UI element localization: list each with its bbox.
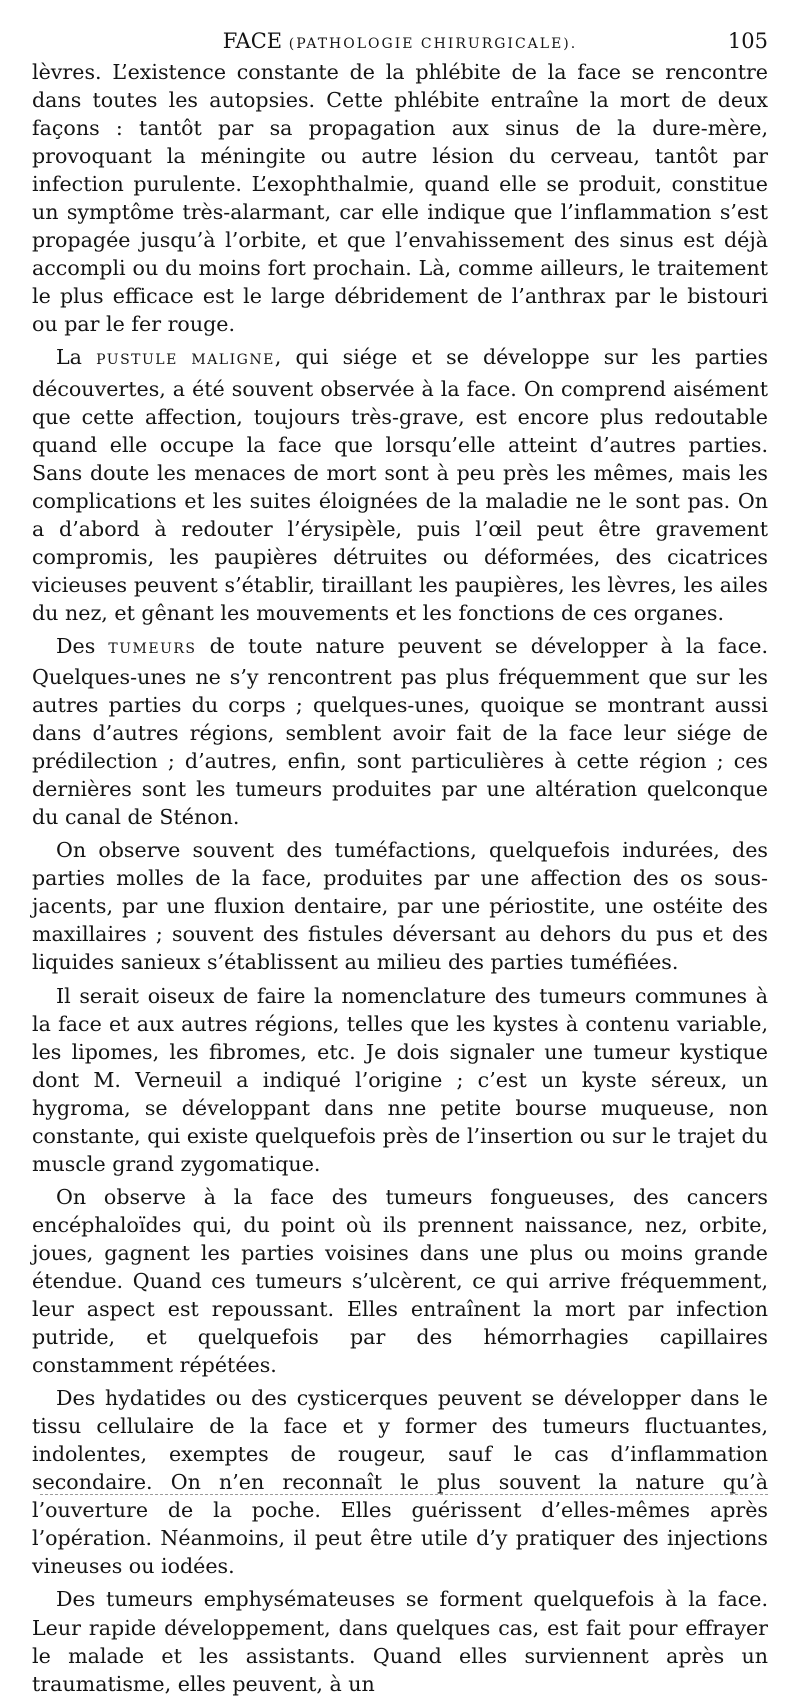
paragraph-2 bbox=[32, 343, 768, 626]
paragraph-text: On observe à la face des tumeurs fongueuses, des cancers encéphaloïdes qui, du point où ils prennent naissance, nez, orbite, joues, gagnent les parties voisines dans une plus ou moins grande étendue. Quand ces tumeurs s’ulcèrent, ce qui arrive fréquemment, leur aspect est repoussant. Elles entraînent la mort par infection putride, et quelquefois par des hémorrhagies capillaires constamment répétées. bbox=[32, 1184, 768, 1378]
term-tumeurs: TUMEURS bbox=[108, 640, 197, 657]
paragraph-text: lèvres. L’existence constante de la phlébite de la face se rencontre dans toutes les autopsies. Cette phlébite entraîne la mort de deux façons : tantôt par sa propagation aux sinus de la dure-mère, provoquant la méningite ou autre lésion du cerveau, tantôt par infection purulente. L’exophthalmie, quand elle se produit, constitue un symptôme très-alarmant, car elle indique que l’inflammation s’est propagée jusqu’à l’orbite, et que l’envahissement des sinus est déjà accompli ou du moins fort prochain. Là, comme ailleurs, le traitement le plus efficace est le large débridement de l’anthrax par le bistouri ou par le fer rouge. bbox=[32, 60, 768, 337]
paragraph-8 bbox=[32, 1585, 768, 1697]
paragraph-7 bbox=[32, 1384, 768, 1580]
paragraph-lead: Des bbox=[56, 633, 96, 658]
page-number: 105 bbox=[727, 29, 768, 53]
paragraph-4 bbox=[32, 836, 768, 976]
paragraph-text: Des tumeurs emphysémateuses se forment quelquefois à la face. Leur rapide développement, dans quelques cas, est fait pour effrayer le malade et les assistants. Quand elles surviennent après un traumatisme, elles peuvent, à un bbox=[32, 1587, 768, 1696]
paragraph-text: On observe souvent des tuméfactions, quelquefois indurées, des parties molles de la face, produites par une affection des os sous-jacents, par une fluxion dentaire, par une périostite, une ostéite des maxillaires ; souvent des fistules déversant au dehors du pus et des liquides sanieux s’établissent au milieu des parties tuméfiées. bbox=[32, 838, 768, 975]
book-page bbox=[32, 0, 769, 1696]
running-head bbox=[32, 26, 768, 56]
running-title-sub: (PATHOLOGIE CHIRURGICALE). bbox=[288, 36, 578, 52]
running-title bbox=[32, 26, 768, 59]
paragraph-text: de toute nature peuvent se développer à la face. Quelques-unes ne s’y rencontrent pas plus fréquemment que sur les autres parties du corps ; quelques-unes, quoique se montrant aussi dans d’autres régions, semblent avoir fait de la face leur siége de prédilection ; d’autres, enfin, sont particulières à cette région ; ces dernières sont les tumeurs produites par une altération quelconque du canal de Sténon. bbox=[32, 633, 768, 830]
paragraph-1 bbox=[32, 58, 768, 338]
paragraph-text: , qui siége et se développe sur les parties découvertes, a été souvent observée à la face. On comprend aisément que cette affection, toujours très-grave, est encore plus redoutable quand elle occupe la face que lorsqu’elle atteint d’autres parties. Sans doute les menaces de mort sont à peu près les mêmes, mais les complications et les suites éloignées de la maladie ne le sont pas. On a d’abord à redouter l’érysipèle, puis l’œil peut être gravement compromis, les paupières détruites ou déformées, des cicatrices vicieuses peuvent s’établir, tiraillant les paupières, les lèvres, les ailes du nez, et gênant les mouvements et les fonctions de ces organes. bbox=[32, 345, 769, 625]
paragraph-3 bbox=[32, 632, 768, 831]
term-pustule-maligne: PUSTULE MALIGNE bbox=[96, 352, 275, 369]
paragraph-text: Il serait oiseux de faire la nomenclature des tumeurs communes à la face et aux autres régions, telles que les kystes à contenu variable, les lipomes, les fibromes, etc. Je dois signaler une tumeur kystique dont M. Verneuil a indiqué l’origine ; c’est un kyste séreux, un hygroma, se développant dans nne petite bourse muqueuse, non constante, qui existe quelquefois près de l’insertion ou sur le trajet du muscle grand zygomatique. bbox=[32, 983, 768, 1176]
body-text bbox=[32, 58, 768, 1703]
paragraph-6 bbox=[32, 1183, 768, 1379]
running-title-main: FACE bbox=[222, 29, 283, 53]
footer-rule bbox=[40, 1494, 768, 1495]
paragraph-lead: La bbox=[56, 345, 82, 370]
paragraph-text: Des hydatides ou des cysticerques peuvent se développer dans le tissu cellulaire de la face et y former des tumeurs fluctuantes, indolentes, exemptes de rougeur, sauf le cas d’inflammation secondaire. On n’en reconnaît le plus souvent la nature qu’à l’ouverture de la poche. Elles guérissent d’elles-mêmes après l’opération. Néanmoins, il peut être utile d’y pratiquer des injections vineuses ou iodées. bbox=[32, 1386, 768, 1579]
paragraph-5 bbox=[32, 982, 768, 1178]
